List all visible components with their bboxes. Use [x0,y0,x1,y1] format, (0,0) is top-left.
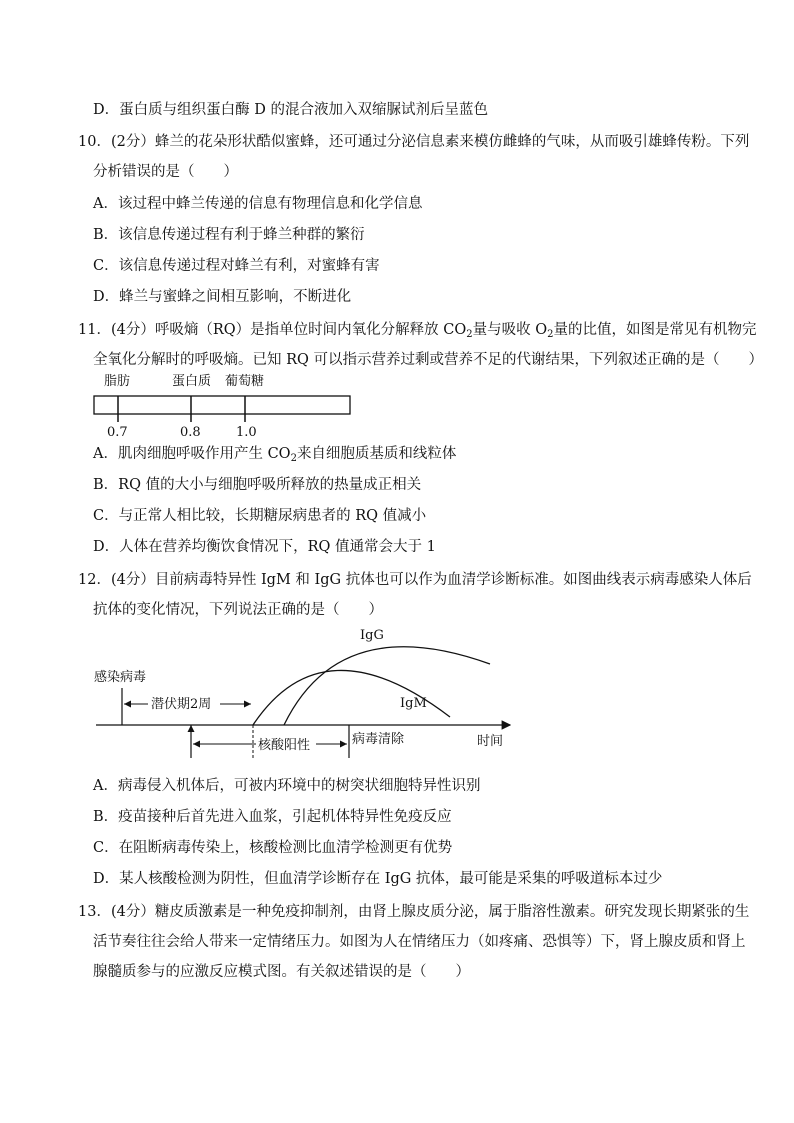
q11-option-a-part1: A．肌肉细胞呼吸作用产生 CO [93,446,291,462]
nucleic-start-arrow [188,725,195,732]
rq-label-protein: 蛋白质 [172,374,212,389]
q12-option-d: D．某人核酸检测为阴性，但血清学诊断存在 IgG 抗体，最可能是采集的呼吸道标本过少 [93,871,663,887]
q10-option-a: A．该过程中蜂兰传递的信息有物理信息和化学信息 [93,196,423,212]
q11-option-a-part2: 来自细胞质基质和线粒体 [296,446,457,462]
infection-label: 感染病毒 [94,670,147,685]
igg-label: IgG [360,628,384,643]
q10-option-c: C．该信息传递过程对蜂兰有利，对蜜蜂有害 [93,258,380,274]
nucleic-arrow-left [193,741,200,748]
q11-stem-part2: 量与吸收 O [472,322,548,338]
q11-sub-o2: 2 [547,329,554,340]
q11-option-a-sub: 2 [290,453,297,464]
latent-period-label: 潜伏期2周 [151,697,212,712]
q11-stem-line1 [78,320,756,340]
q12-stem-line1: 12．(4分）目前病毒特异性 IgM 和 IgG 抗体也可以作为血清学诊断标准。如图曲线表示病毒感染人体后 [78,572,752,588]
q12-option-b: B．疫苗接种后首先进入血浆，引起机体特异性免疫反应 [93,809,452,825]
latent-arrow-right [244,701,251,708]
q12-option-a: A．病毒侵入机体后，可被内环境中的树突状细胞特异性识别 [93,778,481,794]
q10-option-d: D．蜂兰与蜜蜂之间相互影响，不断进化 [93,289,352,305]
rq-scale-figure [90,370,360,442]
rq-label-glucose: 葡萄糖 [225,374,265,389]
q11-stem-part3: 量的比值，如图是常见有机物完 [553,322,757,338]
q12-stem-line2: 抗体的变化情况，下列说法正确的是（ ） [93,602,383,618]
q13-stem-line1: 13．(4分）糖皮质激素是一种免疫抑制剂，由肾上腺皮质分泌，属于脂溶性激素。研究发现长期紧张的生 [78,904,750,920]
q11-sub-co2: 2 [466,329,473,340]
igm-label: IgM [400,696,427,711]
rq-label-fat: 脂肪 [104,374,131,389]
q11-option-b: B．RQ 值的大小与细胞呼吸所释放的热量成正相关 [93,477,422,493]
time-axis-label: 时间 [477,734,504,749]
q11-stem-part1: 11．(4分）呼吸熵（RQ）是指单位时间内氧化分解释放 CO [78,322,467,338]
rq-value-fat: 0.7 [107,425,128,440]
q13-stem-line2: 活节奏往往会给人带来一定情绪压力。如图为人在情绪压力（如疼痛、恐惧等）下，肾上腺皮质和肾上 [93,934,746,950]
q10-stem-line1: 10．(2分）蜂兰的花朵形状酷似蜜蜂，还可通过分泌信息素来模仿雌蜂的气味，从而吸引雄蜂传粉。下列 [78,134,750,150]
q10-stem-line2: 分析错误的是（ ） [93,164,238,180]
q11-stem-line2: 全氧化分解时的呼吸熵。已知 RQ 可以指示营养过剩或营养不足的代谢结果，下列叙述正确的是（ ） [93,352,764,368]
q11-option-a [93,444,456,464]
q10-option-b: B．该信息传递过程有利于蜂兰种群的繁衍 [93,227,365,243]
latent-arrow-left [124,701,131,708]
q11-option-c: C．与正常人相比较，长期糖尿病患者的 RQ 值减小 [93,508,427,524]
antibody-curve-figure [90,625,520,760]
virus-clear-label: 病毒清除 [352,732,405,747]
q12-option-c: C．在阻断病毒传染上，核酸检测比血清学检测更有优势 [93,840,453,856]
nucleic-positive-label: 核酸阳性 [258,738,311,753]
igg-curve [284,647,490,725]
rq-value-protein: 0.8 [180,425,201,440]
q13-stem-line3: 腺髓质参与的应激反应模式图。有关叙述错误的是（ ） [93,964,470,980]
q11-option-d: D．人体在营养均衡饮食情况下，RQ 值通常会大于 1 [93,539,436,555]
rq-value-glucose: 1.0 [236,425,257,440]
rq-scale-bar [94,396,350,414]
q9-option-d: D．蛋白质与组织蛋白酶 D 的混合液加入双缩脲试剂后呈蓝色 [93,102,488,118]
nucleic-arrow-right [340,741,347,748]
